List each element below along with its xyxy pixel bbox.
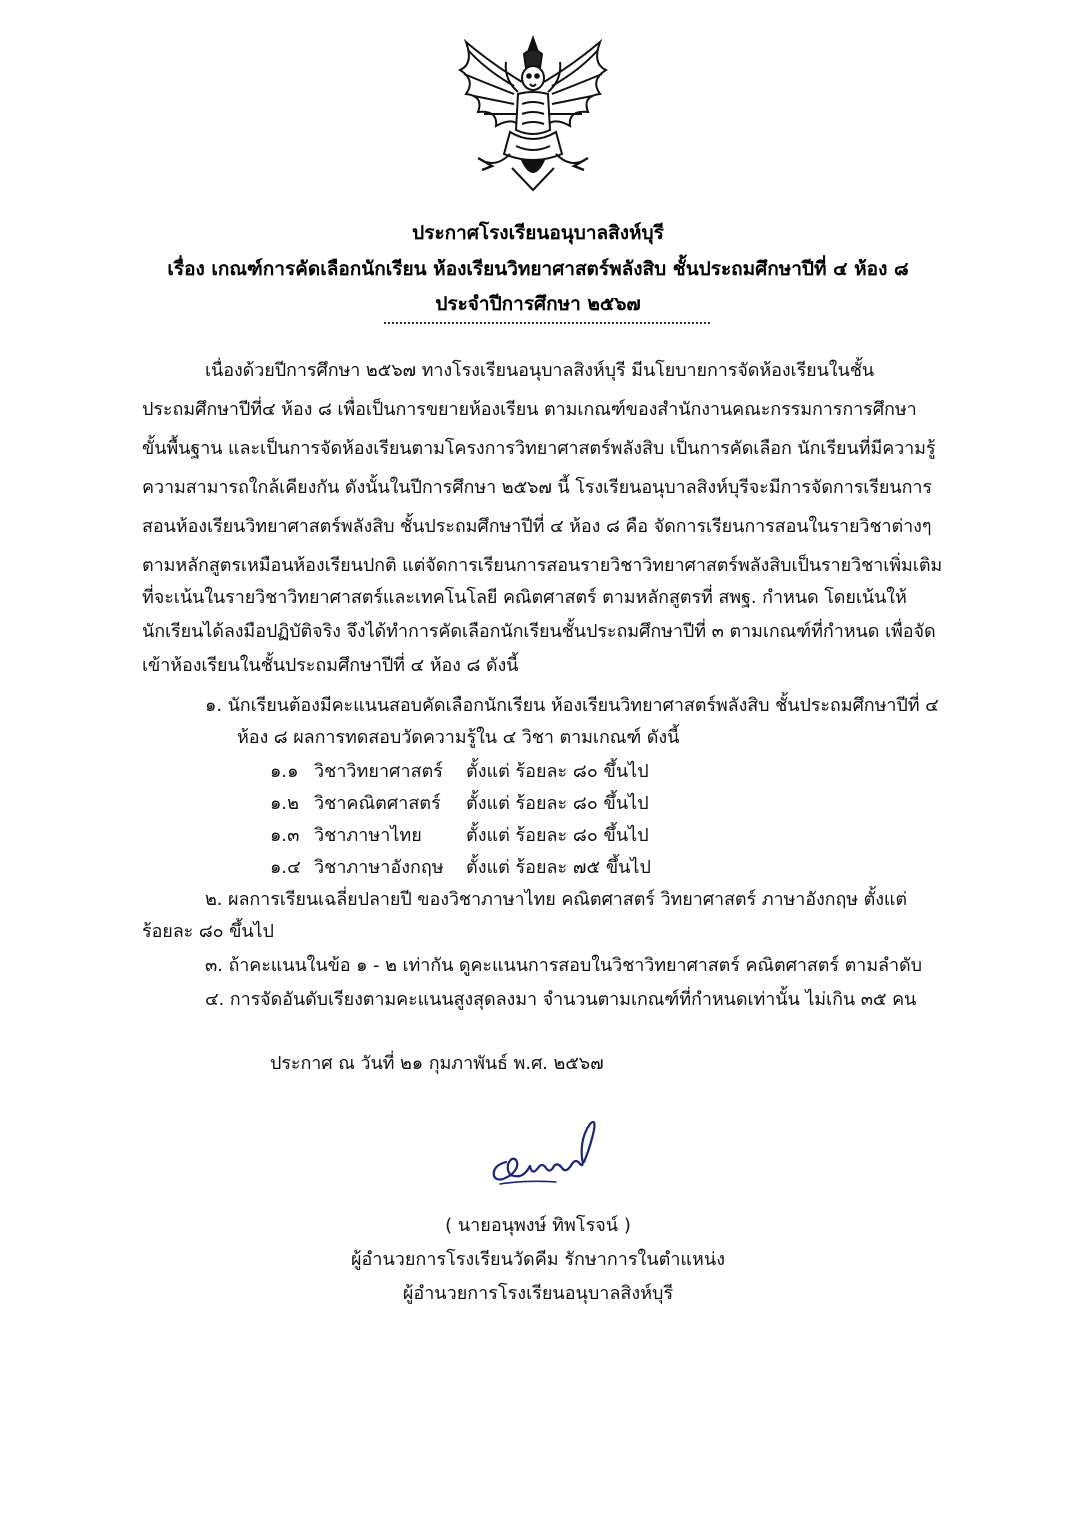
signatory-position-acting: ผู้อำนวยการโรงเรียนอนุบาลสิงห์บุรี — [402, 1283, 674, 1304]
body-line: ขั้นพื้นฐาน และเป็นการจัดห้องเรียนตามโครงการวิทยาศาสตร์พลังสิบ เป็นการคัดเลือก นักเรียนที่มีความรู้ — [142, 438, 936, 459]
body-line: เนื่องด้วยปีการศึกษา ๒๕๖๗ ทางโรงเรียนอนุบาลสิงห์บุรี มีนโยบายการจัดห้องเรียนในชั้น — [205, 360, 875, 381]
subject-rule: ตั้งแต่ ร้อยละ ๗๕ ขึ้นไป — [466, 857, 651, 878]
body-line: สอนห้องเรียนวิทยาศาสตร์พลังสิบ ชั้นประถมศึกษาปีที่ ๔ ห้อง ๘ คือ จัดการเรียนการสอนในรายวิชาต่างๆ — [142, 516, 932, 537]
subject-rule: ตั้งแต่ ร้อยละ ๘๐ ขึ้นไป — [466, 761, 649, 782]
signatory-name: ( นายอนุพงษ์ ทิพโรจน์ ) — [445, 1215, 631, 1236]
body-line: นักเรียนได้ลงมือปฏิบัติจริง จึงได้ทำการคัดเลือกนักเรียนชั้นประถมศึกษาปีที่ ๓ ตามเกณฑ์ที่กำหนด เพื่อจัด — [142, 621, 936, 642]
criteria-item-3: ๓. ถ้าคะแนนในข้อ ๑ - ๒ เท่ากัน ดูคะแนนการสอบในวิชาวิทยาศาสตร์ คณิตศาสตร์ ตามลำดับ — [205, 955, 922, 976]
body-line: ที่จะเน้นในรายวิชาวิทยาศาสตร์และเทคโนโลยี คณิตศาสตร์ ตามหลักสูตรที่ สพฐ. กำหนด โดยเน้นให้ — [142, 587, 907, 608]
subject-name: วิชาวิทยาศาสตร์ — [314, 761, 443, 782]
subject-rule: ตั้งแต่ ร้อยละ ๘๐ ขึ้นไป — [466, 793, 649, 814]
criteria-item-2-continued: ร้อยละ ๘๐ ขึ้นไป — [142, 921, 274, 942]
body-line: เข้าห้องเรียนในชั้นประถมศึกษาปีที่ ๔ ห้อง ๘ ดังนี้ — [142, 655, 519, 676]
signatory-position: ผู้อำนวยการโรงเรียนวัดคีม รักษาการในตำแหน่ง — [351, 1249, 725, 1270]
subject-name: วิชาภาษาไทย — [314, 825, 422, 846]
dotted-divider — [384, 322, 710, 324]
announcement-subject: เรื่อง เกณฑ์การคัดเลือกนักเรียน ห้องเรียนวิทยาศาสตร์พลังสิบ ชั้นประถมศึกษาปีที่ ๔ ห้อง ๘ — [167, 258, 909, 280]
subject-number: ๑.๔ — [270, 857, 301, 878]
body-line: ประถมศึกษาปีที่๔ ห้อง ๘ เพื่อเป็นการขยายห้องเรียน ตามเกณฑ์ของสำนักงานคณะกรรมการการศึกษา — [142, 399, 917, 420]
subject-number: ๑.๑ — [270, 761, 299, 782]
criteria-item-1-continued: ห้อง ๘ ผลการทดสอบวัดความรู้ใน ๔ วิชา ตามเกณฑ์ ดังนี้ — [237, 727, 680, 748]
body-line: ความสามารถใกล้เคียงกัน ดังนั้นในปีการศึกษา ๒๕๖๗ นี้ โรงเรียนอนุบาลสิงห์บุรีจะมีการจัดการเรียนการ — [142, 477, 932, 498]
announcement-date: ประกาศ ณ วันที่ ๒๑ กุมภาพันธ์ พ.ศ. ๒๕๖๗ — [270, 1053, 604, 1074]
subject-number: ๑.๓ — [270, 825, 300, 846]
criteria-item-4: ๔. การจัดอันดับเรียงตามคะแนนสูงสุดลงมา จำนวนตามเกณฑ์ที่กำหนดเท่านั้น ไม่เกิน ๓๕ คน — [205, 989, 917, 1010]
subject-name: วิชาคณิตศาสตร์ — [314, 793, 441, 814]
subject-number: ๑.๒ — [270, 793, 300, 814]
academic-year: ประจำปีการศึกษา ๒๕๖๗ — [435, 293, 641, 315]
subject-name: วิชาภาษาอังกฤษ — [314, 857, 444, 878]
subject-rule: ตั้งแต่ ร้อยละ ๘๐ ขึ้นไป — [466, 825, 649, 846]
criteria-item-2: ๒. ผลการเรียนเฉลี่ยปลายปี ของวิชาภาษาไทย คณิตศาสตร์ วิทยาศาสตร์ ภาษาอังกฤษ ตั้งแต่ — [205, 889, 908, 910]
handwritten-signature-icon — [486, 1118, 604, 1196]
garuda-emblem-icon — [452, 34, 614, 192]
announcement-title: ประกาศโรงเรียนอนุบาลสิงห์บุรี — [412, 222, 664, 244]
criteria-item-1: ๑. นักเรียนต้องมีคะแนนสอบคัดเลือกนักเรียน ห้องเรียนวิทยาศาสตร์พลังสิบ ชั้นประถมศึกษาปีที่ ๔ — [205, 695, 939, 716]
body-line: ตามหลักสูตรเหมือนห้องเรียนปกติ แต่จัดการเรียนการสอนรายวิชาวิทยาศาสตร์พลังสิบเป็นรายวิชาเพิ่มเติม — [142, 555, 943, 576]
